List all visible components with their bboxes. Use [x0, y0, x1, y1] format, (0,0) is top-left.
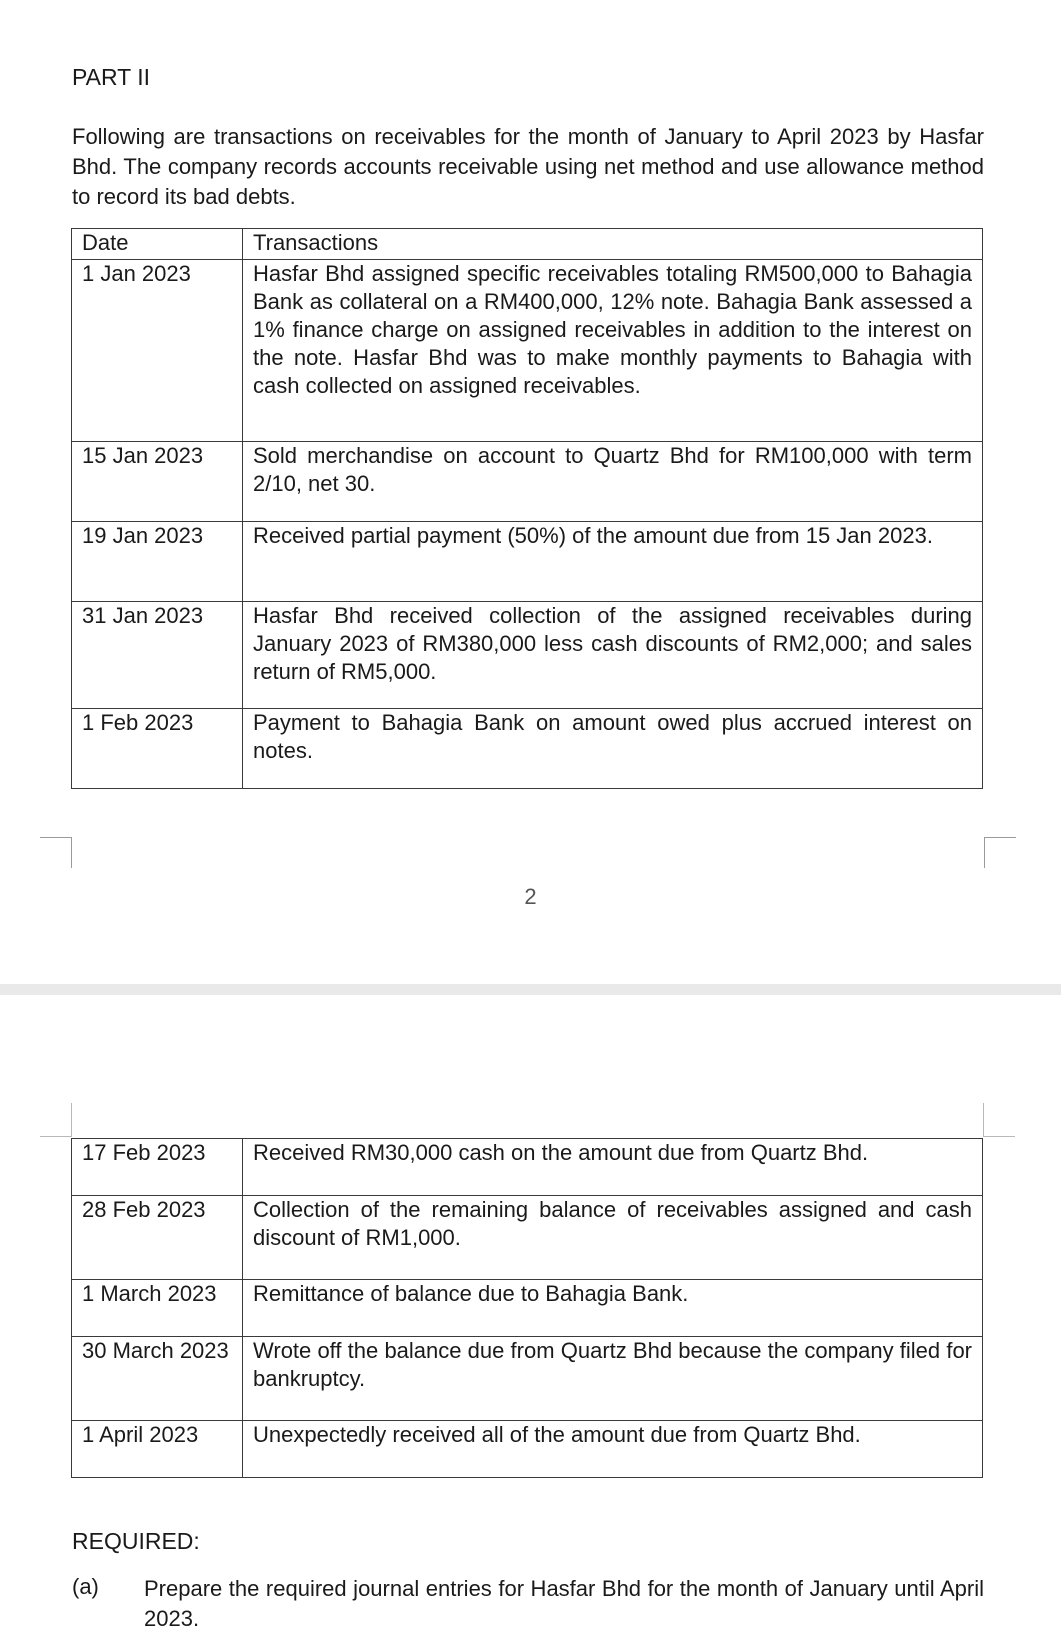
guide-mark-right-horizontal [983, 1136, 1015, 1137]
guide-mark-right-vertical [983, 1103, 984, 1136]
required-item-label: (a) [72, 1574, 99, 1599]
table-row [72, 260, 983, 442]
row-date: 28 Feb 2023 [72, 1196, 243, 1280]
table-header-row [72, 229, 983, 260]
row-date: 31 Jan 2023 [72, 602, 243, 709]
part-heading: PART II [72, 64, 150, 90]
row-date: 19 Jan 2023 [72, 522, 243, 602]
row-date: 30 March 2023 [72, 1337, 243, 1421]
row-transaction: Received RM30,000 cash on the amount due from Quartz Bhd. [243, 1139, 983, 1196]
row-date: 1 Jan 2023 [72, 260, 243, 442]
table-row [72, 1280, 983, 1337]
transactions-table-page-1 [71, 228, 983, 789]
table-row [72, 602, 983, 709]
table-row [72, 1196, 983, 1280]
crop-mark-right [984, 837, 1016, 868]
crop-mark-left [40, 837, 72, 868]
table-row [72, 522, 983, 602]
row-date: 1 April 2023 [72, 1421, 243, 1478]
row-date: 15 Jan 2023 [72, 442, 243, 522]
intro-paragraph: Following are transactions on receivables for the month of January to April 2023 by Hasfar Bhd. The company records accounts receivable using net method and use allowance method to record its bad debts. [72, 124, 984, 209]
table-row [72, 1337, 983, 1421]
page-number: 2 [524, 884, 537, 909]
required-heading: REQUIRED: [72, 1528, 200, 1554]
guide-mark-left-horizontal [40, 1136, 72, 1137]
row-transaction: Collection of the remaining balance of receivables assigned and cash discount of RM1,000. [243, 1196, 983, 1280]
date-column-header: Date [72, 229, 243, 260]
transactions-table-page-2 [71, 1138, 983, 1478]
row-transaction: Remittance of balance due to Bahagia Bank. [243, 1280, 983, 1337]
row-transaction: Hasfar Bhd received collection of the assigned receivables during January 2023 of RM380,000 less cash discounts of RM2,000; and sales return of RM5,000. [243, 602, 983, 709]
row-transaction: Payment to Bahagia Bank on amount owed plus accrued interest on notes. [243, 709, 983, 789]
row-date: 1 March 2023 [72, 1280, 243, 1337]
row-transaction: Unexpectedly received all of the amount due from Quartz Bhd. [243, 1421, 983, 1478]
transactions-column-header: Transactions [243, 229, 983, 260]
row-date: 17 Feb 2023 [72, 1139, 243, 1196]
row-transaction: Hasfar Bhd assigned specific receivables totaling RM500,000 to Bahagia Bank as collateral on a RM400,000, 12% note. Bahagia Bank assessed a 1% finance charge on assigned receivables in addition to the interest on the note. Hasfar Bhd was to make monthly payments to Bahagia with cash collected on assigned receivables. [243, 260, 983, 442]
table-row [72, 442, 983, 522]
table-row [72, 1139, 983, 1196]
required-item-text: Prepare the required journal entries for Hasfar Bhd for the month of January until April 2023. [144, 1576, 984, 1631]
row-transaction: Sold merchandise on account to Quartz Bhd for RM100,000 with term 2/10, net 30. [243, 442, 983, 522]
page-separator [0, 984, 1061, 995]
row-date: 1 Feb 2023 [72, 709, 243, 789]
table-row [72, 1421, 983, 1478]
row-transaction: Wrote off the balance due from Quartz Bhd because the company filed for bankruptcy. [243, 1337, 983, 1421]
guide-mark-left-vertical [71, 1103, 72, 1136]
table-row [72, 709, 983, 789]
row-transaction: Received partial payment (50%) of the amount due from 15 Jan 2023. [243, 522, 983, 602]
